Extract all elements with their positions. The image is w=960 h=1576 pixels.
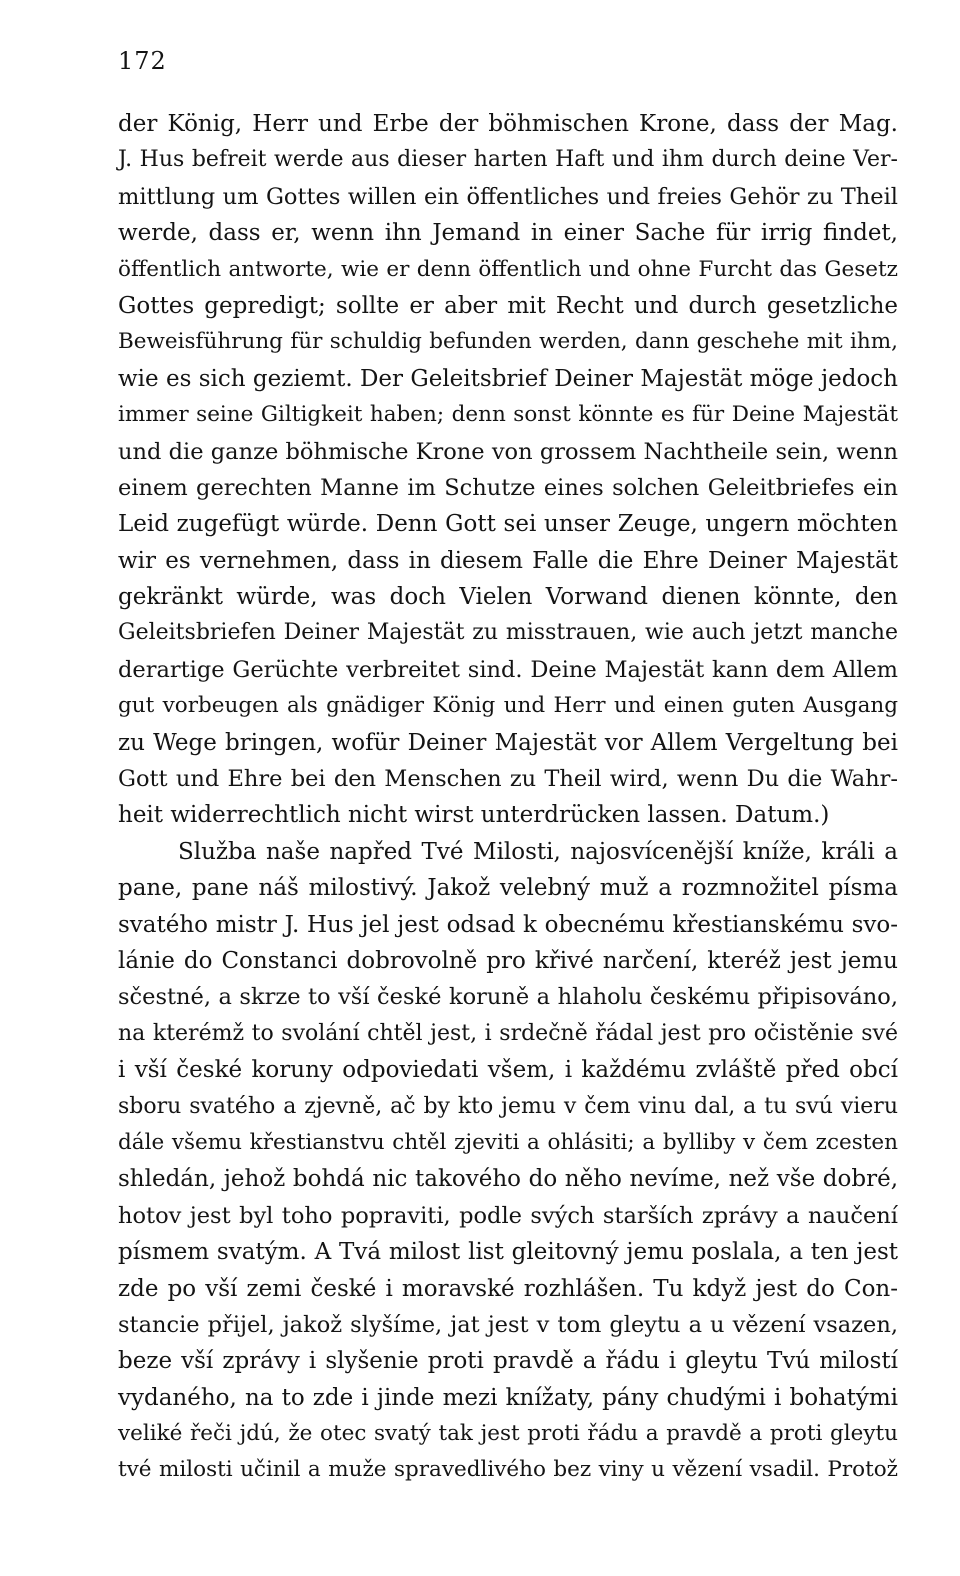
text-line: i vší české koruny odpoviedati všem, i každému zvláště před obcí — [118, 1057, 898, 1084]
text-line: öffentlich antworte, wie er denn öffentlich und ohne Furcht das Gesetz — [118, 256, 898, 282]
text-line: Leid zugefügt würde. Denn Gott sei unser Zeuge, ungern möchten — [118, 511, 898, 538]
text-line: und die ganze böhmische Krone von grossem Nachtheile sein, wenn — [118, 438, 898, 465]
text-line: Geleitsbriefen Deiner Majestät zu misstrauen, wie auch jetzt manche — [118, 620, 898, 646]
text-line: einem gerechten Manne im Schutze eines solchen Geleitbriefes ein — [118, 474, 898, 501]
text-line: dále všemu křestianstvu chtěl zjeviti a ohlásiti; a bylliby v čem zcesten — [118, 1129, 898, 1155]
text-line: na kterémž to svolání chtěl jest, i srdečně řádal jest pro očistěnie své — [118, 1020, 898, 1046]
text-line: mittlung um Gottes willen ein öffentliches und freies Gehör zu Theil — [118, 183, 898, 210]
text-line: wir es vernehmen, dass in diesem Falle die Ehre Deiner Majestät — [118, 547, 898, 574]
text-line: tvé milosti učinil a muže spravedlivého bez viny u vězení vsadil. Protož — [118, 1457, 898, 1483]
text-line: zu Wege bringen, wofür Deiner Majestät vor Allem Vergeltung bei — [118, 729, 898, 756]
text-line: der König, Herr und Erbe der böhmischen Krone, dass der Mag. — [118, 111, 898, 137]
text-line: werde, dass er, wenn ihn Jemand in einer Sache für irrig findet, — [118, 220, 898, 247]
paragraph-start-line: Služba naše napřed Tvé Milosti, najosvícenější kníže, králi a — [178, 838, 898, 865]
text-line: wie es sich geziemt. Der Geleitsbrief Deiner Majestät möge jedoch — [118, 365, 898, 392]
text-line: veliké řeči jdú, že otec svatý tak jest proti řádu a pravdě a proti gleytu — [118, 1421, 898, 1447]
text-line: immer seine Giltigkeit haben; denn sonst könnte es für Deine Majestät — [118, 402, 898, 428]
text-line: lánie do Constanci dobrovolně pro křivé narčení, kteréž jest jemu — [118, 947, 898, 974]
text-line: gut vorbeugen als gnädiger König und Herr und einen guten Ausgang — [118, 693, 898, 719]
text-line: Gott und Ehre bei den Menschen zu Theil wird, wenn Du die Wahr- — [118, 766, 898, 793]
text-line: J. Hus befreit werde aus dieser harten Haft und ihm durch deine Ver- — [118, 147, 898, 173]
text-line: písmem svatým. A Tvá milost list gleitovný jemu poslala, a ten jest — [118, 1239, 898, 1266]
text-line: sboru svatého a zjevně, ač by kto jemu v čem vinu dal, a tu svú vieru — [118, 1093, 898, 1119]
text-line: derartige Gerüchte verbreitet sind. Deine Majestät kann dem Allem — [118, 656, 898, 683]
page-number: 172 — [118, 47, 167, 75]
text-line: beze vší zprávy i slyšenie proti pravdě a řádu i gleytu Tvú milostí — [118, 1348, 898, 1375]
text-line: gekränkt würde, was doch Vielen Vorwand dienen könnte, den — [118, 584, 898, 611]
text-line: heit widerrechtlich nicht wirst unterdrücken lassen. Datum.) — [118, 802, 830, 829]
body-text — [118, 106, 898, 1489]
text-line: stancie přijel, jakož slyšíme, jat jest v tom gleytu a u vězení vsazen, — [118, 1311, 898, 1338]
text-line: Beweisführung für schuldig befunden werden, dann geschehe mit ihm, — [118, 329, 898, 355]
text-line: sčestné, a skrze to vší české koruně a hlaholu českému připisováno, — [118, 984, 898, 1011]
text-line: vydaného, na to zde i jinde mezi knížaty, pány chudými i bohatými — [118, 1384, 898, 1411]
text-line: Gottes gepredigt; sollte er aber mit Recht und durch gesetzliche — [118, 292, 898, 319]
text-line: shledán, jehož bohdá nic takového do něho nevíme, než vše dobré, — [118, 1166, 898, 1193]
text-line: hotov jest byl toho popraviti, podle svých starších zprávy a naučení — [118, 1202, 898, 1229]
text-line: pane, pane náš milostivý. Jakož velebný muž a rozmnožitel písma — [118, 875, 898, 902]
text-line: zde po vší zemi české i moravské rozhlášen. Tu když jest do Con- — [118, 1275, 898, 1302]
text-line: svatého mistr J. Hus jel jest odsad k obecnému křestianskému svo- — [118, 911, 898, 938]
